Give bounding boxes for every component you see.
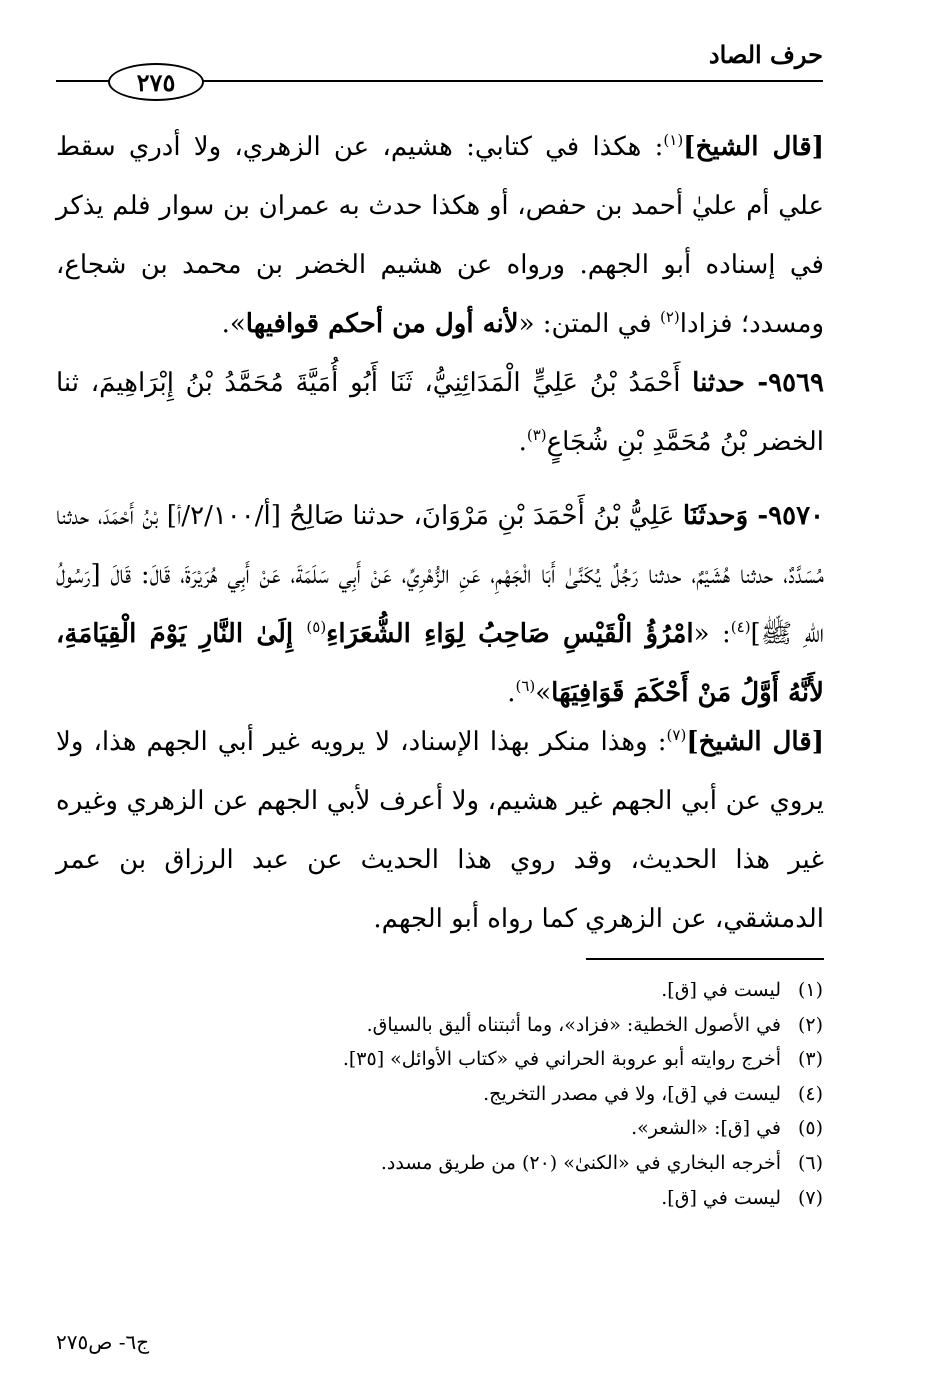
text-run: : هكذا في كتابي: هشيم، عن الزهري، ولا أدري سقط علي أم عليٰ أحمد بن حفص، أو هكذا حدث به عمران بن سوار فلم يذكر في إسناده أبو الجهم. ورواه عن هشيم الخضر بن محمد بن شجاع، ومسدد؛ فزادا	[56, 132, 824, 339]
footnote-text: في الأصول الخطية: «فزاد»، وما أثبتناه أليق بالسياق.	[366, 1013, 781, 1036]
paragraph-shaykh-comment-2	[56, 713, 824, 949]
footnote-separator	[586, 958, 824, 960]
text-run: أَحْمَدُ بْنُ عَلِيٍّ الْمَدَائِنِيُّ، ثَنَا أَبُو أُمَيَّةَ مُحَمَّدُ بْنُ إِبْرَاهِيمَ، ثنا الخضر بْنُ مُحَمَّدِ بْنِ شُجَاعٍ	[56, 368, 824, 457]
footnote-marker: (٧)	[666, 726, 687, 744]
bold-text: [قال الشيخ]	[686, 727, 824, 757]
text-run: : وهذا منكر بهذا الإسناد، لا يرويه غير أبي الجهم هذا، ولا يروي عن أبي الجهم غير هشيم، ولا أعرف لأبي الجهم عن الزهري وغيره غير هذا الحديث، وقد روي هذا الحديث عن عبد الرزاق بن عمر الدمشقي، عن الزهري كما رواه أبو الجهم.	[56, 727, 824, 934]
footnote-marker: (٤)	[730, 618, 751, 636]
text-run: عَلِيُّ بْنُ أَحْمَدَ بْنِ مَرْوَانَ، حدثنا صَالِحُ [أ/٢/١٠٠/أ] بْنُ أَحْمَدَ، حدثنا مُسَدَّدٌ، حدثنا هُشَيْمٌ، حدثنا رَجُلٌ يُكَنَّىٰ أَبَا الْجَهْمِ، عَنِ الزُّهْرِيِّ، عَنْ أَبِي سَلَمَةَ، عَنْ أَبِي هُرَيْرَةَ، قَالَ: قَالَ [رَسُولُ اللهِ ﷺ]	[56, 501, 824, 649]
text-run: ».	[221, 309, 246, 339]
paragraph-shaykh-comment-1	[56, 118, 824, 354]
bold-text: [قال الشيخ]	[683, 132, 824, 162]
footnote-number: (٥)	[797, 1117, 823, 1140]
footnote-item	[43, 1077, 823, 1112]
bold-text: امْرُؤُ الْقَيْسِ صَاحِبُ لِوَاءِ الشُّعَرَاءِ	[326, 619, 694, 649]
hadith-9570	[56, 487, 824, 723]
footnote-text: ليست في [ق]، ولا في مصدر التخريج.	[483, 1082, 781, 1105]
footnote-number: (٦)	[797, 1151, 823, 1174]
page-number-badge	[108, 63, 204, 101]
footnote-marker: (٢)	[659, 308, 680, 326]
footnote-number: (٢)	[797, 1013, 823, 1036]
footnote-marker: (٣)	[526, 426, 547, 444]
paragraph-text	[56, 713, 824, 949]
footnote-item	[43, 1146, 823, 1181]
footnotes	[43, 973, 823, 1215]
bold-text: ٩٥٧٠- وَحدثَنَا	[682, 501, 824, 531]
paragraph-text	[56, 487, 824, 723]
footnote-text: ليست في [ق].	[661, 1186, 781, 1209]
text-run: : «	[693, 619, 731, 649]
page-footer-reference: ج٦- ص٢٧٥	[56, 1330, 150, 1354]
text-run: .	[518, 427, 527, 457]
footnote-item	[43, 1181, 823, 1216]
footnote-number: (١)	[797, 979, 823, 1001]
hadith-9569	[56, 354, 824, 472]
footnote-text: ليست في [ق].	[661, 979, 781, 1001]
chapter-title: حرف الصاد	[708, 40, 823, 69]
footnote-number: (٤)	[797, 1082, 823, 1105]
paragraph-text	[56, 354, 824, 472]
paragraph-text	[56, 118, 824, 354]
footnote-item	[43, 1042, 823, 1077]
text-run: .	[507, 678, 516, 708]
footnote-number: (٧)	[797, 1186, 823, 1209]
footnote-item	[43, 1111, 823, 1146]
footnote-text: أخرج روايته أبو عروبة الحراني في «كتاب الأوائل» [٣٥].	[342, 1048, 781, 1071]
page-number: ٢٧٥	[136, 67, 176, 97]
bold-text: ٩٥٦٩- حدثنا	[692, 368, 824, 398]
footnote-item	[43, 1008, 823, 1043]
footnote-marker: (٥)	[306, 618, 327, 636]
footnote-text: في [ق]: «الشعر».	[631, 1117, 781, 1140]
bold-text: إِلَىٰ النَّارِ يَوْمَ الْقِيَامَةِ، لأَنَّهُ أَوَّلُ مَنْ أَحْكَمَ قَوَافِيَهَا	[56, 619, 824, 708]
footnote-number: (٣)	[797, 1048, 823, 1071]
footnote-text: أخرجه البخاري في «الكنىٰ» (٢٠) من طريق مسدد.	[380, 1151, 781, 1174]
footnote-marker: (٦)	[515, 677, 536, 695]
text-run: في المتن: «	[518, 309, 660, 339]
footnote-marker: (١)	[663, 131, 684, 149]
footnote-item	[43, 973, 823, 1008]
bold-text: لأنه أول من أحكم قوافيها	[245, 309, 519, 339]
text-run: »	[535, 678, 552, 708]
